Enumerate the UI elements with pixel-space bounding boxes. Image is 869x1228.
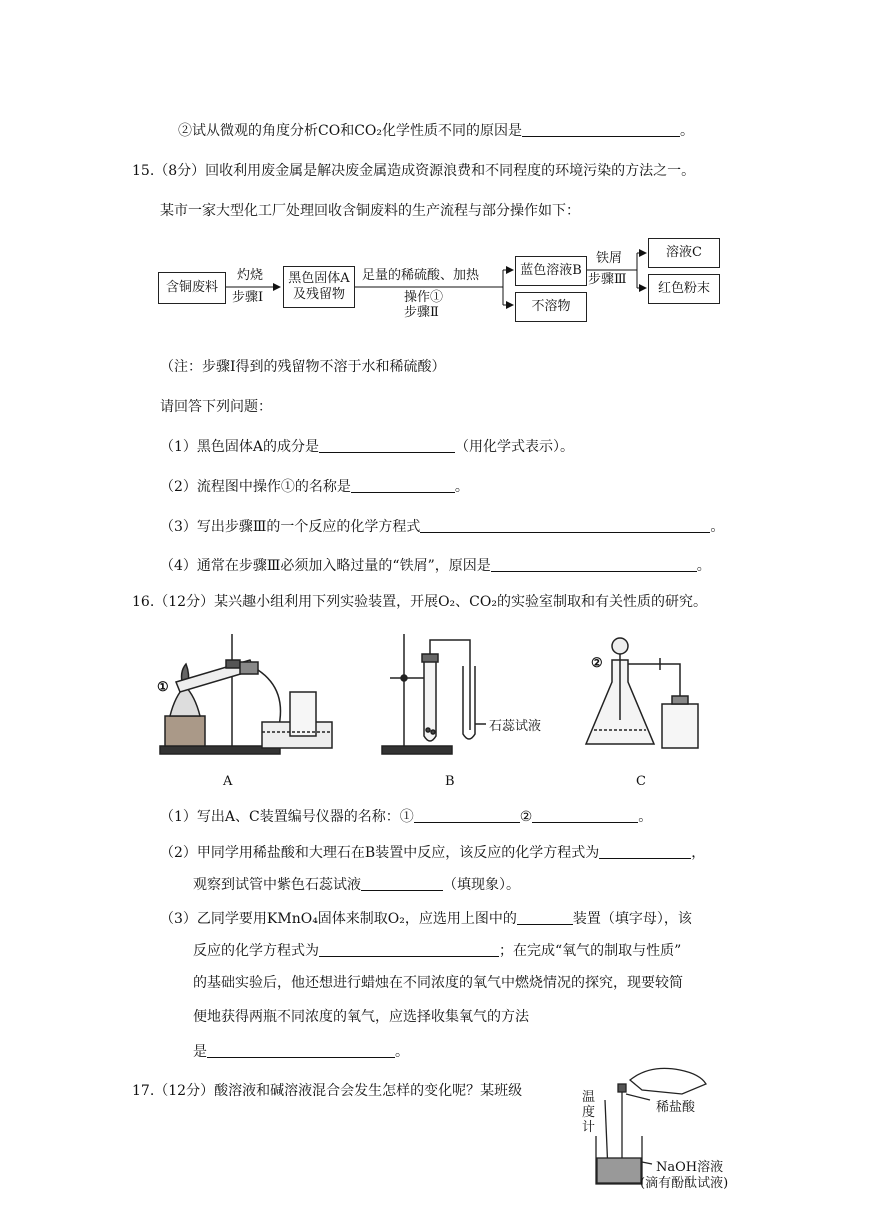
naoh-label: NaOH溶液 — [656, 1160, 724, 1175]
thermometer-label-2: 度 — [582, 1105, 596, 1120]
q15-part1-answer-blank[interactable] — [319, 438, 455, 453]
q16-part3a — [160, 910, 692, 928]
q16-part3e — [193, 1043, 409, 1061]
flow-arrow1-bottom: 步骤Ⅰ — [232, 290, 264, 305]
q16-part2b-text: 观察到试管中紫色石蕊试液 — [193, 877, 361, 893]
q16-part2a-end: ， — [691, 845, 706, 861]
q15-part3 — [160, 518, 724, 536]
q15-part3-end: 。 — [710, 519, 725, 535]
flow-arrow3-bottom: 步骤Ⅲ — [588, 272, 627, 287]
q16-part3b-blank[interactable] — [319, 942, 499, 957]
q16-part3e-blank[interactable] — [207, 1043, 395, 1058]
litmus-label: 石蕊试液 — [489, 719, 542, 734]
thermometer-label-3: 计 — [582, 1120, 596, 1135]
flow-box-solution-c: 溶液C — [648, 238, 720, 268]
q16-part1-mid: ② — [519, 809, 533, 825]
apparatus-a — [160, 634, 332, 754]
flow-box-red-powder: 红色粉末 — [648, 274, 720, 304]
flow-box-black-solid-line2: 及残留物 — [292, 287, 345, 302]
q16-part3a-end: 装置（填字母），该 — [572, 911, 692, 927]
q15-part3-text: （3）写出步骤Ⅲ的一个反应的化学方程式 — [160, 519, 421, 535]
q15-part4-end: 。 — [696, 558, 711, 574]
q14-part2-end: 。 — [680, 123, 694, 139]
q15-part1-text: （1）黑色固体A的成分是 — [160, 439, 320, 455]
apparatus-a-label: A — [223, 774, 233, 789]
q16-part2a-blank[interactable] — [599, 844, 691, 859]
apparatus-c-marker: ② — [591, 656, 603, 671]
flow-arrows — [0, 0, 869, 340]
q16-part1 — [160, 808, 652, 826]
flow-arrow3-top: 铁屑 — [596, 251, 623, 266]
q15-part2-end: 。 — [454, 479, 469, 495]
flow-arrow2-bottom1: 操作① — [404, 290, 444, 305]
apparatus-c — [586, 638, 698, 748]
q16-part1-text: （1）写出A、C装置编号仪器的名称：① — [160, 809, 414, 825]
phenolphthalein-label: (滴有酚酞试液) — [640, 1176, 729, 1191]
q16-part3e-end: 。 — [395, 1044, 409, 1060]
q15-title: 15.（8分）回收利用废金属是解决废金属造成资源浪费和不同程度的环境污染的方法之一。 — [132, 163, 696, 179]
q15-note: （注：步骤Ⅰ得到的残留物不溶于水和稀硫酸） — [160, 359, 446, 375]
thermometer-label-1: 温 — [582, 1090, 596, 1105]
q15-part2 — [160, 478, 469, 496]
q16-part3a-blank[interactable] — [517, 910, 573, 925]
flow-box-insoluble: 不溶物 — [515, 292, 587, 322]
q16-part3c: 的基础实验后，他还想进行蜡烛在不同浓度的氧气中燃烧情况的探究，现要较简 — [193, 975, 683, 991]
apparatus-a-marker: ① — [157, 680, 169, 695]
q15-part2-answer-blank[interactable] — [351, 478, 455, 493]
q16-part3b — [193, 942, 681, 960]
q16-part2b — [193, 876, 520, 894]
flow-box-blue-solution: 蓝色溶液B — [515, 256, 587, 286]
flow-arrow2-bottom2: 步骤Ⅱ — [404, 305, 439, 320]
q15-part3-answer-blank[interactable] — [420, 518, 710, 533]
q16-part1-blank2[interactable] — [532, 808, 638, 823]
q15-part2-text: （2）流程图中操作①的名称是 — [160, 479, 351, 495]
q15-part1 — [160, 438, 574, 456]
q16-part3e-text: 是 — [193, 1044, 207, 1060]
q16-part3b-text: 反应的化学方程式为 — [193, 943, 319, 959]
q16-part3b-end: ；在完成“氧气的制取与性质” — [499, 943, 682, 959]
apparatus-b — [382, 634, 486, 754]
q15-part4 — [160, 557, 711, 575]
q16-title: 16.（12分）某兴趣小组利用下列实验装置，开展O₂、CO₂的实验室制取和有关性质的研究。 — [132, 594, 707, 610]
q15-intro: 某市一家大型化工厂处理回收含铜废料的生产流程与部分操作如下： — [160, 203, 580, 219]
q16-part1-blank1[interactable] — [414, 808, 520, 823]
apparatus-b-label: B — [445, 774, 455, 789]
apparatus-c-label: C — [636, 774, 646, 789]
q16-part2b-end: （填现象）。 — [443, 877, 520, 893]
q15-part4-text: （4）通常在步骤Ⅲ必须加入略过量的“铁屑”，原因是 — [160, 558, 491, 574]
q16-part2b-blank[interactable] — [361, 876, 443, 891]
flow-arrow2-top: 足量的稀硫酸、加热 — [362, 268, 480, 283]
q16-part3a-text: （3）乙同学要用KMnO₄固体来制取O₂，应选用上图中的 — [160, 911, 517, 927]
q17-title: 17.（12分）酸溶液和碱溶液混合会发生怎样的变化呢？某班级 — [132, 1083, 523, 1099]
q15-part4-answer-blank[interactable] — [491, 557, 697, 572]
dilute-hcl-label: 稀盐酸 — [656, 1100, 696, 1115]
flow-arrow1-top: 灼烧 — [237, 268, 264, 283]
q16-part1-end: 。 — [638, 809, 653, 825]
q15-ask: 请回答下列问题： — [160, 399, 272, 415]
apparatus-drawings — [0, 620, 869, 820]
q16-part2a-text: （2）甲同学用稀盐酸和大理石在B装置中反应，该反应的化学方程式为 — [160, 845, 600, 861]
q15-part1-end: （用化学式表示）。 — [455, 439, 575, 455]
q16-part3d: 便地获得两瓶不同浓度的氧气，应选择收集氧气的方法 — [193, 1009, 529, 1025]
flow-box-black-solid-line1: 黑色固体A — [288, 271, 350, 286]
flow-box-copper-waste: 含铜废料 — [158, 272, 226, 304]
flow-box-black-solid — [283, 266, 355, 308]
q16-part2a — [160, 844, 705, 862]
q14-part2-text: ②试从微观的角度分析CO和CO₂化学性质不同的原因是 — [178, 123, 522, 139]
